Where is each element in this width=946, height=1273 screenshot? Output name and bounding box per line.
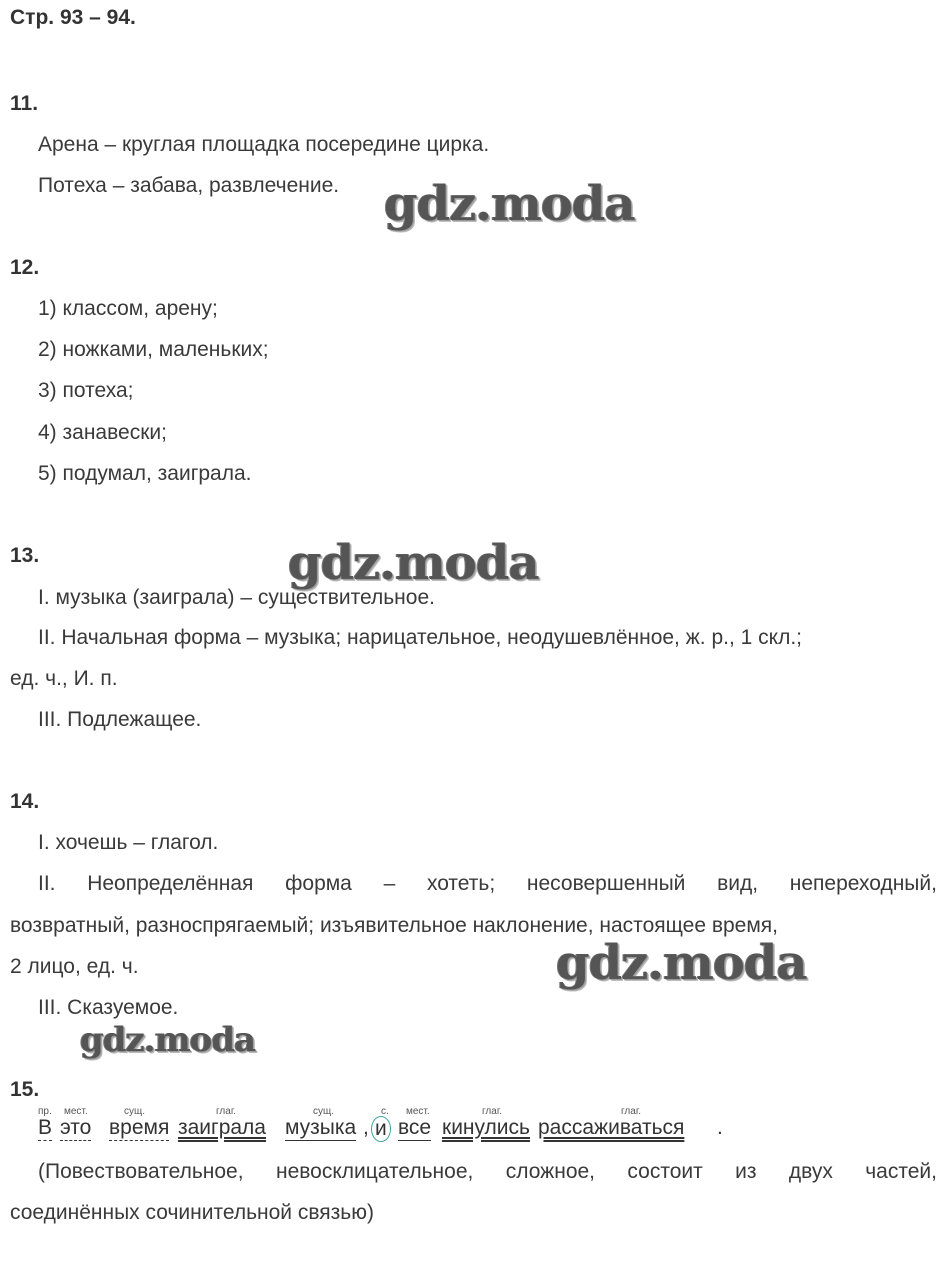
- subject-word: музыка: [285, 1116, 357, 1139]
- sentence-word: это: [60, 1116, 92, 1139]
- subject-word: все: [398, 1116, 432, 1139]
- ex15-note-word: (Повествовательное,: [38, 1160, 244, 1183]
- ex14-word: хотеть;: [426, 872, 496, 895]
- page-header: Стр. 93 – 94.: [10, 6, 136, 29]
- ex14-word: вид,: [717, 872, 759, 895]
- sentence-comma: ,: [363, 1116, 369, 1139]
- pos-tag: глаг.: [216, 1106, 237, 1117]
- ex14-word: II.: [38, 872, 56, 895]
- ex11-line-1: Арена – круглая площадка посередине цирка.: [38, 133, 490, 156]
- predicate-word: кинулись: [442, 1116, 530, 1139]
- ex11-line-2: Потеха – забава, развлечение.: [38, 174, 340, 197]
- sentence-word: В: [38, 1116, 53, 1139]
- ex15-note-word: невосклицательное,: [275, 1160, 474, 1183]
- ex15-note-line-1: [38, 1160, 937, 1184]
- ex13-line-4: III. Подлежащее.: [38, 708, 202, 731]
- ex14-word: непереходный,: [789, 872, 937, 895]
- ex12-line-5: 5) подумал, заиграла.: [38, 462, 252, 485]
- ex15-note-line-2: соединённых сочинительной связью): [10, 1201, 374, 1224]
- ex14-line-2: [38, 872, 937, 896]
- ex14-line-1: I. хочешь – глагол.: [38, 831, 219, 854]
- pos-tag: мест.: [64, 1106, 88, 1117]
- sentence-dot: .: [717, 1116, 723, 1139]
- ex15-note-word: из: [735, 1160, 757, 1183]
- ex14-line-3: возвратный, разноспрягаемый; изъявительное наклонение, настоящее время,: [10, 914, 779, 937]
- ex14-word: –: [383, 872, 396, 895]
- ex12-line-2: 2) ножками, маленьких;: [38, 338, 269, 361]
- ex14-word: несовершенный: [526, 872, 686, 895]
- conjunction-word: и: [371, 1116, 391, 1142]
- ex14-line-5: III. Сказуемое.: [38, 996, 179, 1019]
- watermark: gdz.moda: [288, 535, 539, 591]
- watermark: gdz.moda: [556, 935, 807, 991]
- pos-tag: пр.: [38, 1106, 52, 1117]
- ex14-word: форма: [285, 872, 352, 895]
- ex15-note-word: частей,: [865, 1160, 937, 1183]
- pos-tag: мест.: [406, 1106, 430, 1117]
- pos-tag: глаг.: [621, 1106, 642, 1117]
- exercise-12-number: 12.: [10, 256, 40, 279]
- exercise-13-number: 13.: [10, 544, 40, 567]
- watermark: gdz.moda: [80, 1020, 256, 1060]
- pos-tag: с.: [381, 1106, 389, 1117]
- pos-tag: сущ.: [313, 1106, 335, 1117]
- predicate-word: рассаживаться: [538, 1116, 685, 1139]
- ex15-note-word: двух: [788, 1160, 833, 1183]
- ex15-note-word: состоит: [627, 1160, 703, 1183]
- ex14-word: Неопределённая: [87, 872, 254, 895]
- sentence-word: время: [109, 1116, 170, 1139]
- ex13-line-2: II. Начальная форма – музыка; нарицательное, неодушевлённое, ж. р., 1 скл.;: [38, 626, 802, 649]
- ex15-note-word: сложное,: [505, 1160, 596, 1183]
- ex13-line-1: I. музыка (заиграла) – существительное.: [38, 586, 435, 609]
- sentence-parse: [38, 1106, 758, 1156]
- watermark: gdz.moda: [384, 176, 635, 232]
- pos-tag: сущ.: [124, 1106, 146, 1117]
- predicate-word: заиграла: [178, 1116, 266, 1139]
- ex14-line-4: 2 лицо, ед. ч.: [10, 955, 139, 978]
- ex12-line-4: 4) занавески;: [38, 421, 167, 444]
- exercise-11-number: 11.: [10, 92, 39, 115]
- exercise-15-number: 15.: [10, 1078, 40, 1101]
- ex12-line-3: 3) потеха;: [38, 379, 134, 402]
- ex13-line-3: ед. ч., И. п.: [10, 667, 118, 690]
- ex12-line-1: 1) классом, арену;: [38, 297, 218, 320]
- pos-tag: глаг.: [482, 1106, 503, 1117]
- exercise-14-number: 14.: [10, 790, 40, 813]
